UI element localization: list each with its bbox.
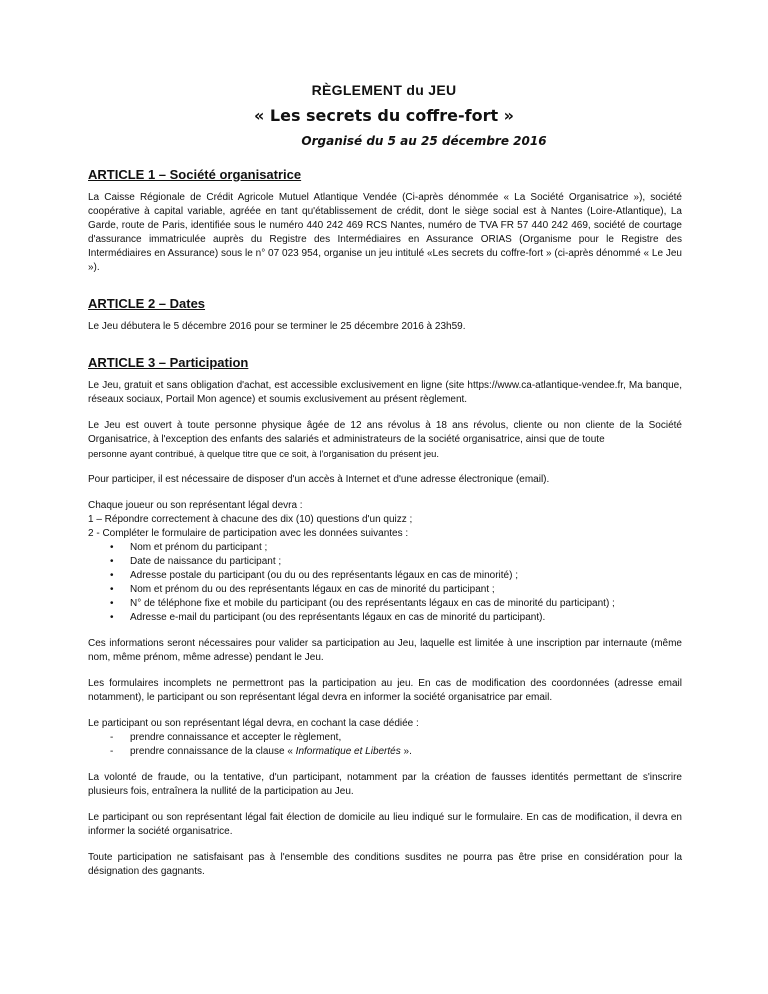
list-item [88,745,682,759]
article-1-title: ARTICLE 1 – Société organisatrice [88,167,302,182]
incomplete-forms-paragraph: Les formulaires incomplets ne permettront pas la participation au jeu. En cas de modification des coordonnées (adresse email notamment), le participant ou son représentant légal devra en informer la société organisatrice par email. [88,678,682,703]
domicile-paragraph: Le participant ou son représentant légal fait élection de domicile au lieu indiqué sur le formulaire. En cas de modification, il devra en informer la société organisatrice. [88,812,682,837]
checkbox-intro: Le participant ou son représentant légal devra, en cochant la case dédiée : [88,718,419,729]
game-name: « Les secrets du coffre-fort » [253,106,515,125]
game-dates: Organisé du 5 au 25 décembre 2016 [301,134,547,148]
validation-paragraph: Ces informations seront nécessaires pour valider sa participation au Jeu, laquelle est limitée à une inscription par internaute (même nom, même prénom, même adresse) pendant le Jeu. [88,638,682,663]
article-2-paragraph: Le Jeu débutera le 5 décembre 2016 pour se terminer le 25 décembre 2016 à 23h59. [88,321,466,332]
fraud-paragraph: La volonté de fraude, ou la tentative, d'un participant, notamment par la création de fausses identités permettant de s'inscrire plusieurs fois, entraînera la nullité de la participation au Jeu. [88,772,682,797]
clause-name: Informatique et Libertés [295,746,401,757]
step-2-text: 2 - Compléter le formulaire de participation avec les données suivantes : [88,528,409,539]
eligibility-text-b: personne ayant contribué, à quelque titre que ce soit, à l'organisation du présent jeu. [88,448,439,459]
form-fields-list [88,541,682,625]
list-item: • N° de téléphone fixe et mobile du participant (ou des représentants légaux en cas de minorité du participant) ; [88,597,682,611]
list-item: • Nom et prénom du participant ; [88,541,682,555]
eligibility-paragraph [88,419,682,461]
article-1-paragraph: La Caisse Régionale de Crédit Agricole Mutuel Atlantique Vendée (Ci-après dénommée « La Société Organisatrice »), société coopérative à capital variable, agréée en tant qu'établissement de crédit, dont le siège social est à Nantes (Loire-Atlantique), La Garde, route de Paris, identifiée sous le numéro 440 242 469 RCS Nantes, numéro de TVA FR 57 440 242 469, société de courtage d'assurance immatriculée auprès du Registre des Intermédiaires en Assurance ORIAS (Organisme pour le Registre des Intermédiaires en Assurance) sous le n° 07 023 954, organise un jeu intitulé «Les secrets du coffre-fort » (ci-après dénommé « Le Jeu »). [88,192,682,273]
participation-access-paragraph: Le Jeu, gratuit et sans obligation d'achat, est accessible exclusivement en ligne (site https://www.ca-atlantique-vendee.fr, Ma banque, réseaux sociaux, Portail Mon agence) et soumis exclusivement au présent règlement. [88,380,682,405]
list-item: • Adresse e-mail du participant (ou des représentants légaux en cas de minorité du participant). [88,611,682,625]
clause-text-pre: prendre connaissance de la clause « [130,746,296,757]
internet-requirement-paragraph: Pour participer, il est nécessaire de disposer d'un accès à Internet et d'une adresse électronique (email). [88,474,550,485]
clause-text-post: ». [400,746,412,757]
document-title: RÈGLEMENT du JEU [311,82,457,98]
article-3-title: ARTICLE 3 – Participation [88,355,249,370]
list-item: - prendre connaissance et accepter le règlement, [88,731,682,745]
step-1-text: 1 – Répondre correctement à chacune des dix (10) questions d'un quizz ; [88,514,413,525]
document-body [88,168,682,891]
conditions-paragraph: Toute participation ne satisfaisant pas à l'ensemble des conditions susdites ne pourra pas être prise en considération pour la désignation des gagnants. [88,852,682,877]
eligibility-text-a: Le Jeu est ouvert à toute personne physique âgée de 12 ans révolus à 18 ans révolus, cliente ou non cliente de la Société Organisatrice, à l'exception des enfants des salariés et administrateurs de la société organisatrice, ainsi que de toute [88,420,682,445]
player-steps-intro-text: Chaque joueur ou son représentant légal devra : [88,500,303,511]
list-item: • Nom et prénom du ou des représentants légaux en cas de minorité du participant ; [88,583,682,597]
list-item: • Adresse postale du participant (ou du ou des représentants légaux en cas de minorité) ; [88,569,682,583]
checkbox-requirements-list [88,731,682,759]
article-2-title: ARTICLE 2 – Dates [88,296,206,311]
list-item: • Date de naissance du participant ; [88,555,682,569]
player-steps-intro [88,499,682,541]
